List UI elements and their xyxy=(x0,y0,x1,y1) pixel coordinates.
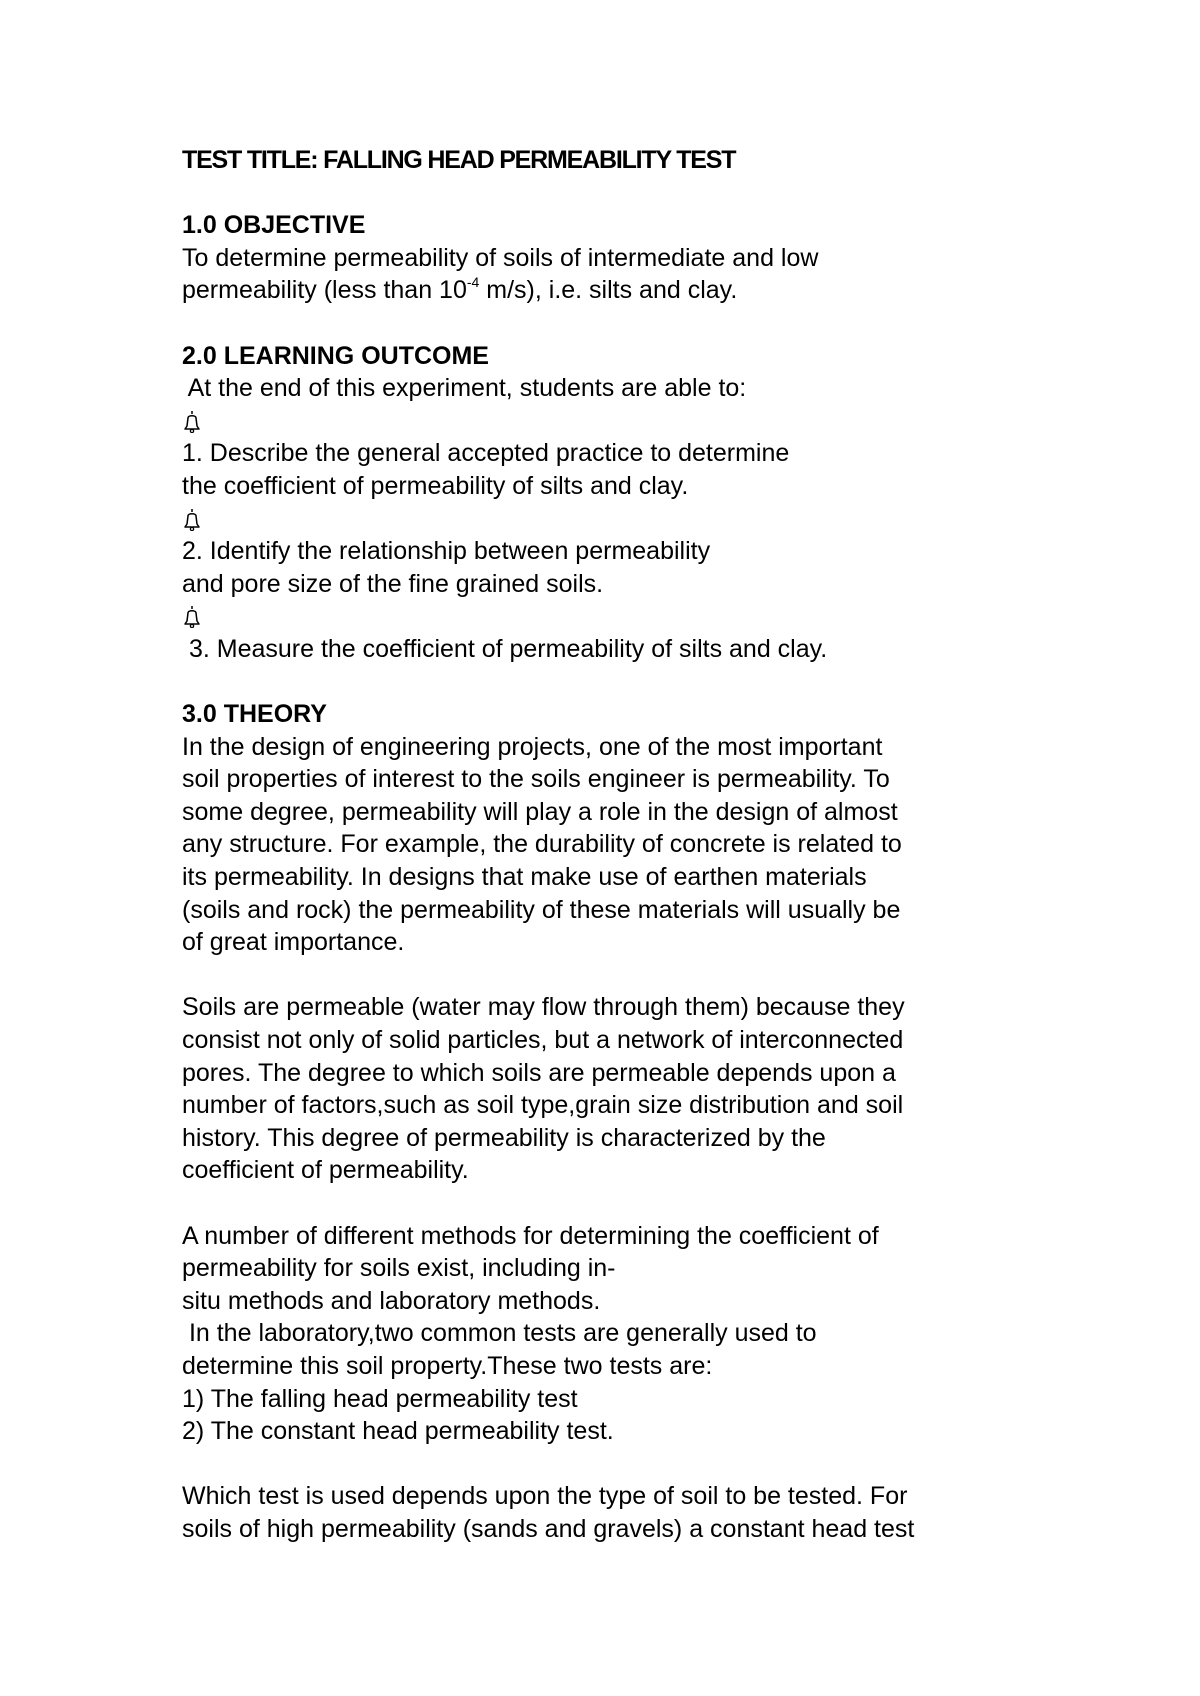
theory-paragraph-3-line: permeability for soils exist, including in- xyxy=(182,1254,616,1283)
learning-outcome-item-1-line-1: 1. Describe the general accepted practice to determine xyxy=(182,439,790,468)
spacer xyxy=(182,666,1082,699)
theory-paragraph-1-line: its permeability. In designs that make use of earthen materials xyxy=(182,863,867,892)
theory-paragraph-1-line: (soils and rock) the permeability of these materials will usually be xyxy=(182,895,901,924)
theory-paragraph-2-line: pores. The degree to which soils are permeable depends upon a xyxy=(182,1058,896,1087)
theory-paragraph-2-line: consist not only of solid particles, but a network of interconnected xyxy=(182,1026,904,1055)
theory-paragraph-1-line: some degree, permeability will play a role in the design of almost xyxy=(182,797,898,826)
theory-paragraph-3-line: situ methods and laboratory methods. xyxy=(182,1286,601,1315)
objective-line-2 xyxy=(182,274,1082,307)
spacer xyxy=(182,177,1082,210)
theory-heading: 3.0 THEORY xyxy=(182,700,327,729)
bullet-row xyxy=(182,600,1082,633)
theory-paragraph-1-line: In the design of engineering projects, one of the most important xyxy=(182,732,883,761)
learning-outcome-item-2-line-1: 2. Identify the relationship between permeability xyxy=(182,537,711,566)
bell-icon xyxy=(182,507,202,531)
theory-paragraph-3-line: 2) The constant head permeability test. xyxy=(182,1417,614,1446)
theory-paragraph-2-line: number of factors,such as soil type,grain size distribution and soil xyxy=(182,1091,904,1120)
objective-line-2-pre: permeability (less than 10 xyxy=(182,276,467,305)
bullet-row xyxy=(182,405,1082,438)
objective-heading: 1.0 OBJECTIVE xyxy=(182,211,366,240)
learning-outcome-item-1-line-2: the coefficient of permeability of silts and clay. xyxy=(182,471,689,500)
learning-outcome-item-3-line-1: 3. Measure the coefficient of permeability of silts and clay. xyxy=(182,634,828,663)
theory-paragraph-2-line: history. This degree of permeability is characterized by the xyxy=(182,1123,826,1152)
spacer xyxy=(182,1187,1082,1220)
learning-outcome-intro: At the end of this experiment, students are able to: xyxy=(182,374,747,403)
theory-paragraph-4-line: Which test is used depends upon the type of soil to be tested. For xyxy=(182,1482,908,1511)
theory-paragraph-3-line: A number of different methods for determining the coefficient of xyxy=(182,1221,879,1250)
theory-paragraph-3-line: 1) The falling head permeability test xyxy=(182,1384,578,1413)
bell-icon xyxy=(182,604,202,628)
theory-paragraph-2-line: coefficient of permeability. xyxy=(182,1156,469,1185)
learning-outcome-heading: 2.0 LEARNING OUTCOME xyxy=(182,341,489,370)
spacer xyxy=(182,307,1082,340)
exponent: -4 xyxy=(466,274,480,291)
objective-line-2-post: m/s), i.e. silts and clay. xyxy=(479,276,738,305)
spacer xyxy=(182,1448,1082,1481)
bullet-row xyxy=(182,503,1082,536)
theory-paragraph-1-line: of great importance. xyxy=(182,928,405,957)
theory-paragraph-3-line: determine this soil property.These two tests are: xyxy=(182,1351,713,1380)
theory-paragraph-1-line: any structure. For example, the durability of concrete is related to xyxy=(182,830,902,859)
theory-paragraph-1-line: soil properties of interest to the soils engineer is permeability. To xyxy=(182,765,890,794)
theory-paragraph-2-line: Soils are permeable (water may flow through them) because they xyxy=(182,993,905,1022)
document-page xyxy=(182,144,1082,1546)
theory-paragraph-3-line: In the laboratory,two common tests are generally used to xyxy=(182,1319,817,1348)
theory-paragraph-4-line: soils of high permeability (sands and gravels) a constant head test xyxy=(182,1514,915,1543)
bell-icon xyxy=(182,409,202,433)
document-title: TEST TITLE: FALLING HEAD PERMEABILITY TEST xyxy=(182,146,736,174)
objective-line-1: To determine permeability of soils of intermediate and low xyxy=(182,243,819,272)
learning-outcome-item-2-line-2: and pore size of the fine grained soils. xyxy=(182,569,604,598)
spacer xyxy=(182,959,1082,992)
